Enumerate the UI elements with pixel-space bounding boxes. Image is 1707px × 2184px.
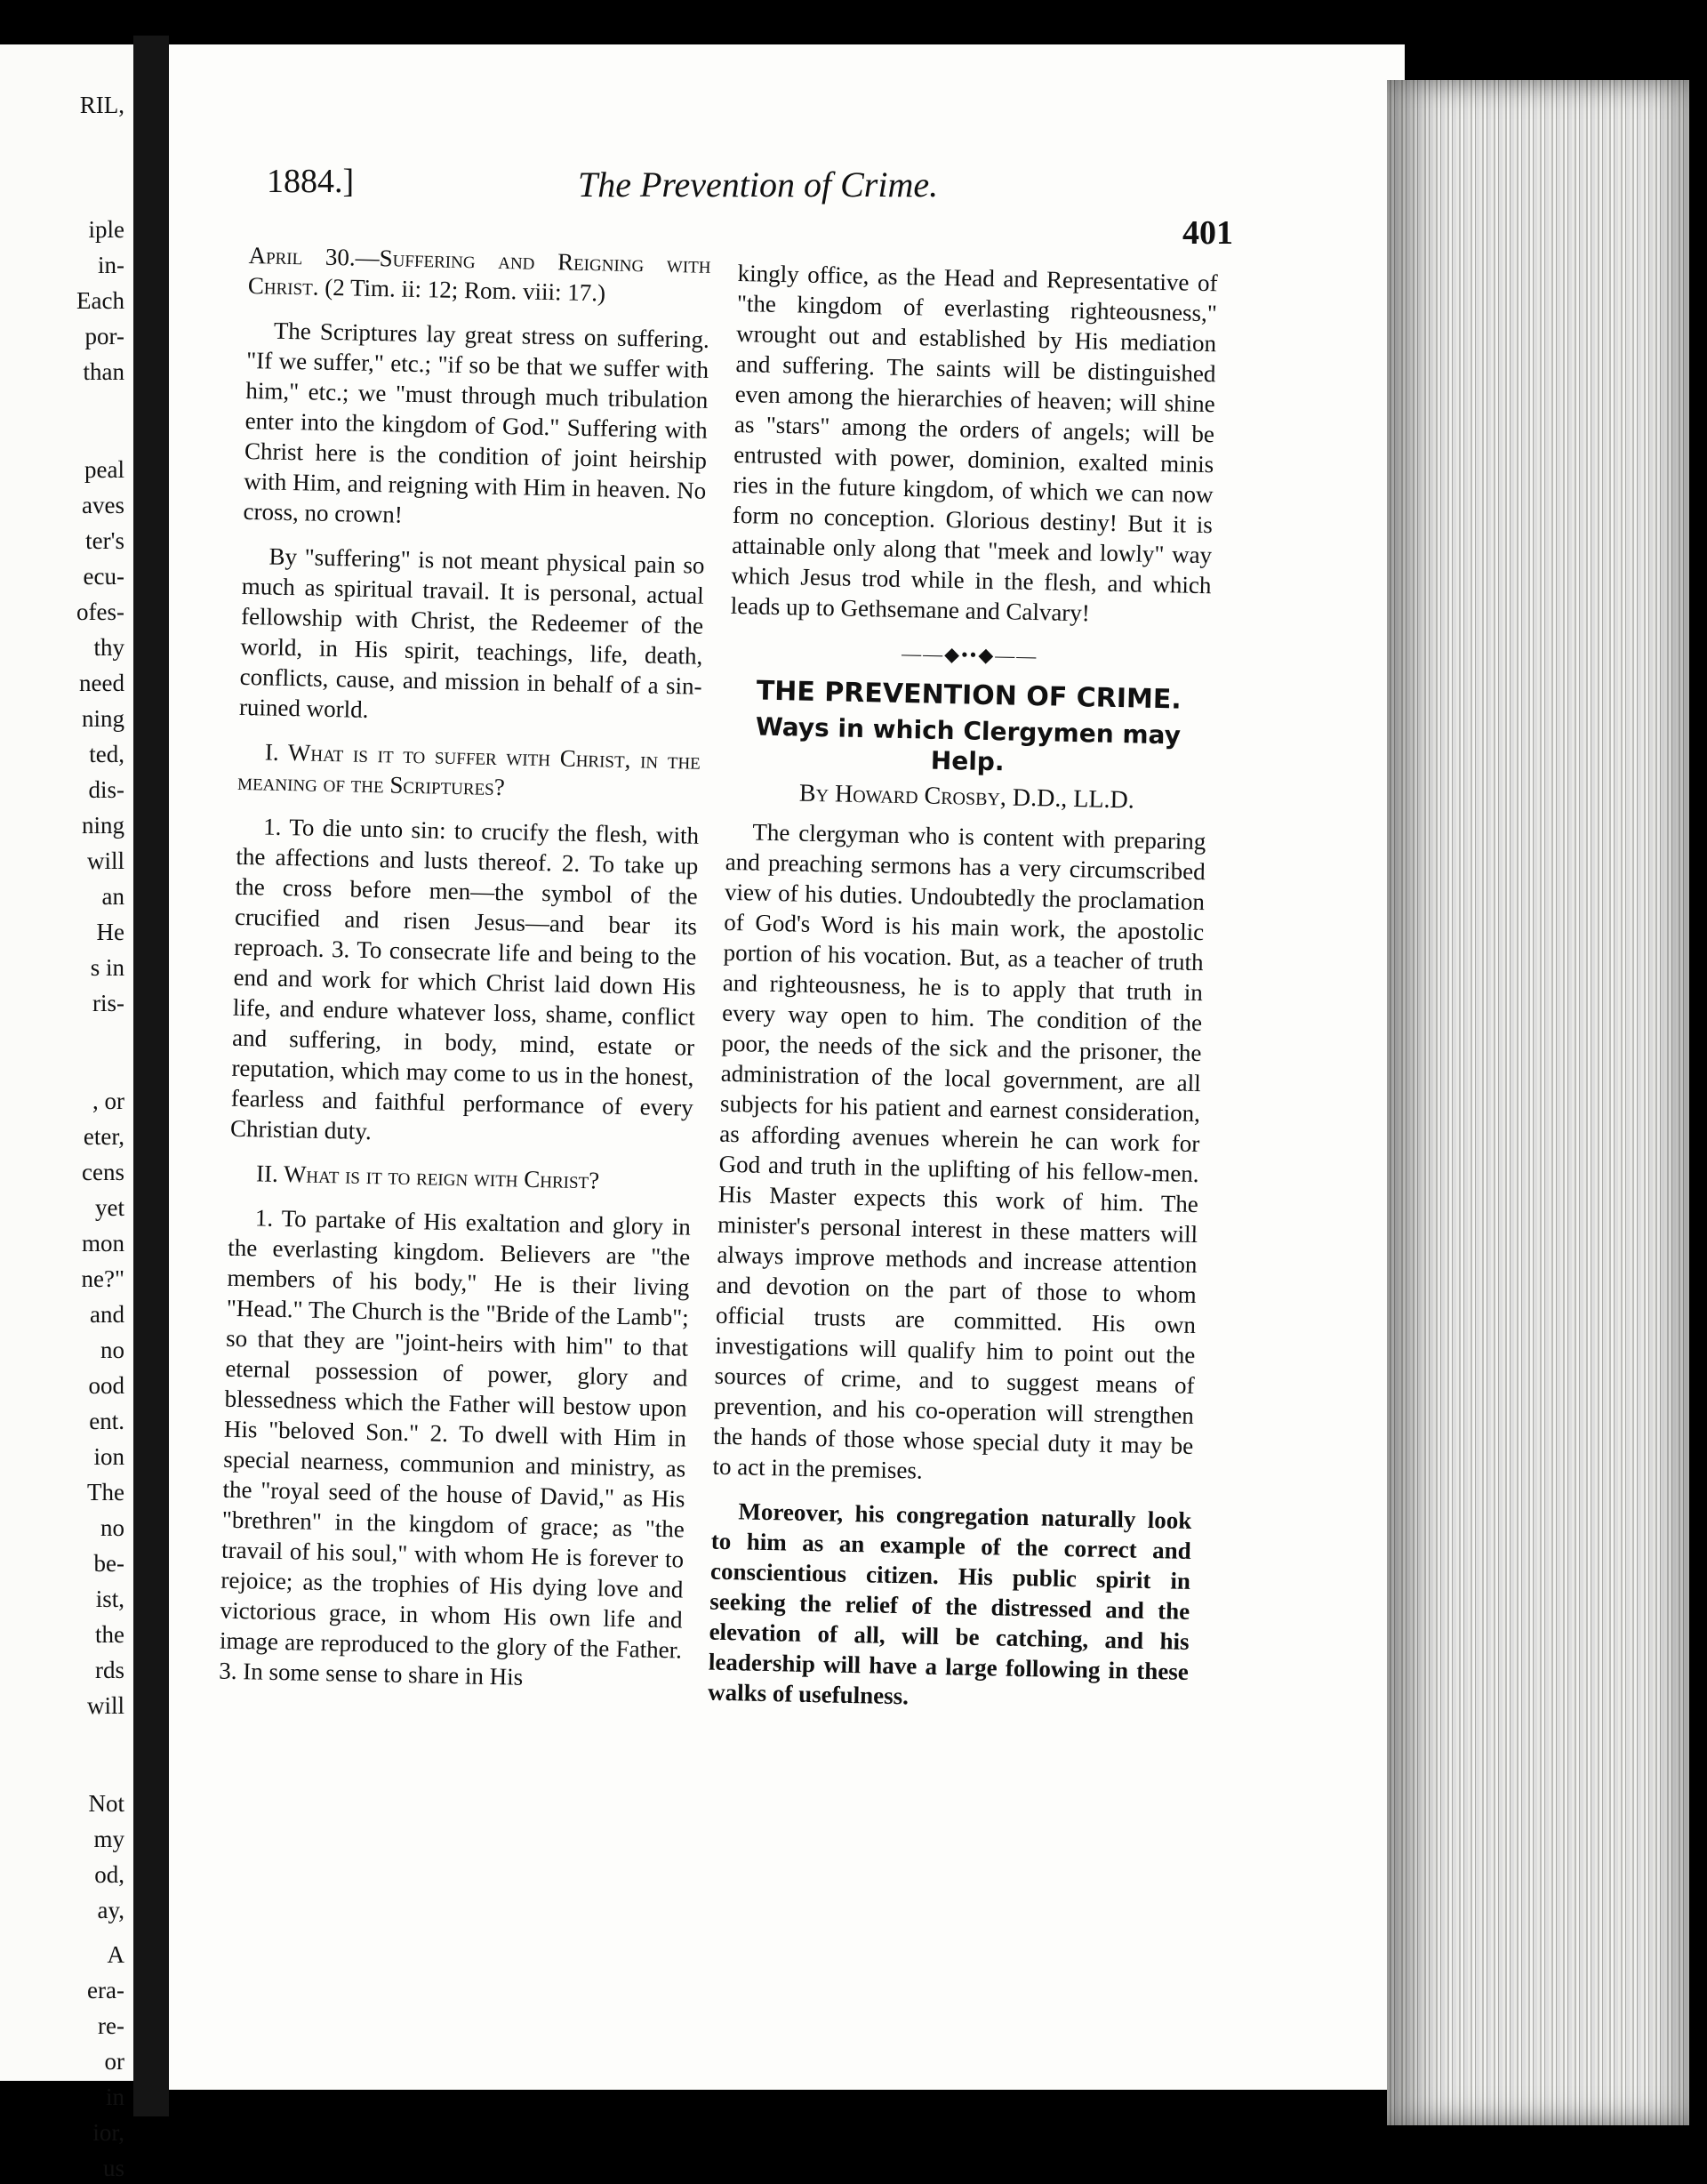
facing-page-text-fragment: ning xyxy=(81,705,124,732)
sermon-title: —Suffering and Reigning with Christ. xyxy=(247,244,711,301)
article-byline: By Howard Crosby, D.D., LL.D. xyxy=(798,779,1135,815)
facing-page-text-fragment: od, xyxy=(94,1861,124,1888)
facing-page-text-fragment: por- xyxy=(84,323,124,349)
sermon-date: April 30. xyxy=(248,241,357,271)
book-gutter xyxy=(133,36,169,2116)
facing-page-text-fragment: peal xyxy=(84,456,124,483)
facing-page-text-fragment: will xyxy=(86,1692,124,1719)
facing-page-text-fragment: an xyxy=(101,883,124,910)
facing-page-text-fragment: re- xyxy=(98,2012,124,2039)
page-edges xyxy=(1387,80,1689,2125)
section-heading: I. What is it to suffer with Christ, in the meaning of the Scriptures? xyxy=(236,738,701,801)
facing-page-text-fragment: dis- xyxy=(88,776,124,803)
left-column xyxy=(219,240,711,1710)
paragraph: kingly office, as the Head and Representative of "the kingdom of everlasting righteousness," wrought out and established by His mediation and suffering. The saints will be distinguished even among the hierarchies of heaven; will shine as "stars" among the orders of angels; will be entrusted with power, dominion, exalted minis ries in the future kingdom, of which we can now form no conception. Glorious destiny! But it is attainable only along that "meek and lowly" way which Jesus trod while in the flesh, and which leads up to Gethsemane and Calvary! xyxy=(730,259,1218,627)
running-head-title: The Prevention of Crime. xyxy=(578,165,939,205)
facing-page-text-fragment: ecu- xyxy=(83,563,124,590)
facing-page-text-fragment: s in xyxy=(90,954,124,981)
facing-page-text-fragment: rds xyxy=(95,1657,124,1683)
facing-page-text-fragment: iple xyxy=(88,216,124,243)
facing-page-text-fragment: my xyxy=(93,1826,124,1852)
facing-page-text-fragment: will xyxy=(86,847,124,874)
facing-page-text-fragment: mon xyxy=(81,1230,124,1257)
facing-page-text-fragment: thy xyxy=(93,634,124,661)
facing-page-text-fragment: us xyxy=(102,2155,124,2181)
facing-page-text-fragment: , or xyxy=(92,1088,124,1114)
facing-page-text-fragment: A xyxy=(107,1941,124,1968)
facing-page-fragment xyxy=(0,44,133,2181)
facing-page-text-fragment: ood xyxy=(88,1372,124,1399)
facing-page-text-fragment: need xyxy=(79,670,124,696)
facing-page-text-fragment: be- xyxy=(93,1550,124,1577)
facing-page-text-fragment: ris- xyxy=(92,990,124,1016)
facing-page-text-fragment: ior, xyxy=(92,2119,124,2146)
facing-page-text-fragment: ne?" xyxy=(81,1265,124,1292)
ornamental-rule: ——◆••◆—— xyxy=(901,641,1038,668)
running-head xyxy=(267,151,1236,252)
facing-page-text-fragment: ent. xyxy=(89,1408,124,1434)
facing-page-text-fragment: Each xyxy=(76,287,124,314)
facing-page-text-fragment: Not xyxy=(88,1790,124,1817)
section-heading: II. What is it to reign with Christ? xyxy=(255,1160,600,1194)
article-subheadline: Ways in which Clergymen may Help. xyxy=(755,711,1182,777)
right-column xyxy=(708,258,1218,1731)
facing-page-text-fragment: than xyxy=(83,358,124,385)
facing-page-text-fragment: ter's xyxy=(85,527,124,554)
facing-page-text-fragment: He xyxy=(96,919,124,945)
paragraph: 1. To die unto sin: to crucify the flesh, with the affections and lusts thereof. 2. To take up the cross before men—the symbol of the crucified and risen Jesus—and bear its reproach. 3. To consecrate life and being to the end and work for which Christ laid down His life, and endure whatever loss, shame, conflict and suffering, in body, mind, estate or reputation, which may come to us in the honest, fearless and faithful performance of every Christian duty. xyxy=(229,813,700,1145)
paragraph: The clergyman who is content with preparing and preaching sermons has a very circumscribed view of his duties. Undoubtedly the proclamation of God's Word is his main work, the apostolic portion of his vocation. But, as a teacher of truth and righteousness, he is to apply that truth in every way open to him. The condition of the poor, the needs of the sick and the prisoner, the administration of the local government, are all subjects for his patient and earnest consideration, as affording avenues wherein he can work for God and truth in the uplifting of his fellow-men. His Master expects this work of him. The minister's personal interest in these matters will always improve methods and increase attention and devotion on the part of those to whom official trusts are committed. His own investigations will qualify him to point out the sources of crime, and to suggest means of prevention, and his co-operation will strengthen the hands of those whose special duty it may be to act in the premises. xyxy=(712,818,1206,1484)
facing-page-text-fragment: in xyxy=(105,2084,124,2110)
facing-page-text-fragment: cens xyxy=(82,1159,124,1185)
facing-page-text-fragment: The xyxy=(87,1479,124,1506)
facing-page-text-fragment: aves xyxy=(82,492,124,518)
facing-page-text-fragment: RIL, xyxy=(79,92,124,118)
sermon-heading xyxy=(248,240,711,310)
facing-page-text-fragment: ist, xyxy=(95,1586,124,1612)
sermon-reference: (2 Tim. ii: 12; Rom. viii: 17.) xyxy=(318,273,606,307)
running-head-year: 1884.] xyxy=(267,163,355,200)
facing-page-text-fragment: no xyxy=(100,1514,124,1541)
facing-page-text-fragment: ion xyxy=(93,1443,124,1470)
facing-page-text-fragment: ay, xyxy=(97,1897,124,1923)
facing-page-text-fragment: yet xyxy=(95,1194,124,1221)
facing-page-text-fragment: in- xyxy=(98,252,124,278)
facing-page-text-fragment: or xyxy=(104,2048,124,2075)
article-headline: THE PREVENTION OF CRIME. xyxy=(756,675,1182,716)
facing-page-text-fragment: the xyxy=(95,1621,124,1648)
facing-page-text-fragment: ofes- xyxy=(76,598,124,625)
facing-page-text-fragment: era- xyxy=(87,1977,124,2003)
facing-page-text-fragment: ning xyxy=(81,812,124,839)
paragraph: By "suffering" is not meant physical pain so much as spiritual travail. It is personal, actual fellowship with Christ, the Redeemer of the world, in His spirit, teachings, life, death, conflicts, cause, and mission in behalf of a sin-ruined world. xyxy=(238,542,705,723)
page-number: 401 xyxy=(1182,214,1233,252)
paragraph: 1. To partake of His exaltation and glory in the everlasting kingdom. Believers are "the members of his body," He is their living "Head." The Church is the "Bride of the Lamb"; so that they are "joint-heirs with him" to that eternal possession of power, glory and blessedness which the Father will bestow upon His "beloved Son." 2. To dwell with Him in special nearness, communion and ministry, as the "royal seed of the house of David," as His "brethren" in the kingdom of grace; as "the travail of his soul," with whom He is forever to rejoice; as the trophies of His dying love and victorious grace, in whom His own life and image are reproduced to the glory of the Father. 3. In some sense to share in His xyxy=(218,1204,692,1690)
paragraph: Moreover, his congregation naturally look to him as an example of the correct and conscientious citizen. His public spirit in seeking the relief of the distressed and the elevation of all, will be catching, and his leadership will have a large following in these walks of usefulness. xyxy=(707,1497,1192,1710)
paragraph: The Scriptures lay great stress on suffering. "If we suffer," etc.; "if so be that we suffer with him," etc.; we "must through much tribulation enter into the kingdom of God." Suffering with Christ here is the condition of joint heirship with Him, and reigning with Him in heaven. No cross, no crown! xyxy=(243,317,710,528)
facing-page-text-fragment: and xyxy=(90,1301,124,1328)
facing-page-text-fragment: ted, xyxy=(89,741,124,767)
facing-page-text-fragment: no xyxy=(100,1337,124,1363)
facing-page-text-fragment: eter, xyxy=(83,1123,124,1150)
